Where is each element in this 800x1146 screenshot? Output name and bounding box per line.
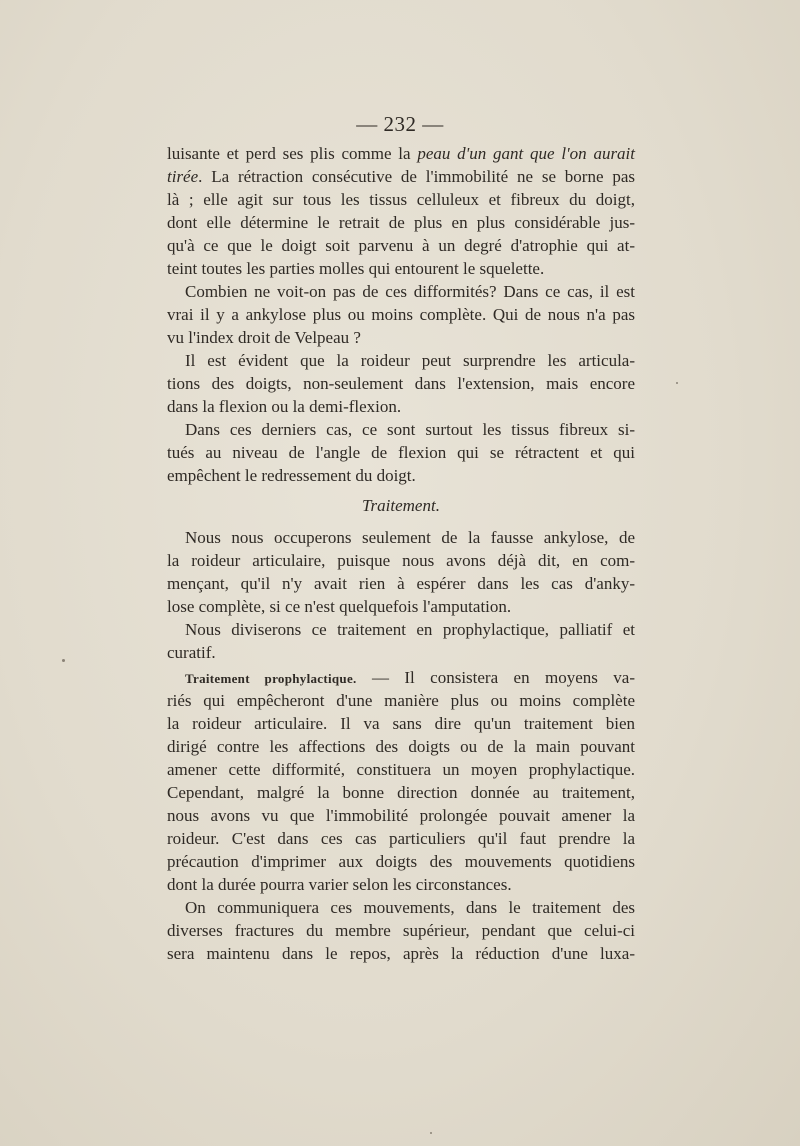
text-line: là ; elle agit sur tous les tissus celluleux et fibreux du doigt,	[167, 190, 635, 209]
text-line: luisante et perd ses plis comme la peau d'un gant que l'on aurait	[167, 144, 636, 163]
paper-speck	[430, 1132, 432, 1134]
text-line: tirée. La rétraction consécutive de l'immobilité ne se borne pas	[167, 167, 635, 186]
text-line: la roideur articulaire, puisque nous avons déjà dit, en com-	[167, 551, 635, 570]
text-line: On communiquera ces mouvements, dans le traitement des	[185, 898, 635, 917]
text-line: tions des doigts, non-seulement dans l'extension, mais encore	[167, 374, 635, 393]
text-line: vrai il y a ankylose plus ou moins complète. Qui de nous n'a pas	[167, 305, 635, 324]
page-number: — 232 —	[356, 112, 444, 136]
text-line: riés qui empêcheront d'une manière plus ou moins complète	[167, 691, 635, 710]
text-line: nous avons vu que l'immobilité prolongée pouvait amener la	[167, 806, 635, 825]
text-line: Nous nous occuperons seulement de la fausse ankylose, de	[185, 528, 635, 547]
text-line: qu'à ce que le doigt soit parvenu à un degré d'atrophie qui at-	[167, 236, 635, 255]
text-line: mençant, qu'il n'y avait rien à espérer dans les cas d'anky-	[167, 574, 635, 593]
text-line: dirigé contre les affections des doigts ou de la main pouvant	[167, 737, 635, 756]
section-heading: Traitement.	[362, 496, 440, 515]
text-line: la roideur articulaire. Il va sans dire qu'un traitement bien	[167, 714, 635, 733]
text-line: précaution d'imprimer aux doigts des mouvements quotidiens	[167, 852, 635, 871]
text-line: lose complète, si ce n'est quelquefois l'amputation.	[167, 597, 512, 616]
paper-speck	[676, 382, 678, 384]
text-line: Il est évident que la roideur peut surprendre les articula-	[185, 351, 635, 370]
text-line: amener cette difformité, constituera un moyen prophylactique.	[167, 760, 635, 779]
subsection-heading: Traitement prophylactique.	[185, 671, 357, 686]
text-line: curatif.	[167, 643, 216, 662]
text-line: diverses fractures du membre supérieur, pendant que celui-ci	[167, 921, 635, 940]
text-line: dont elle détermine le retrait de plus en plus considérable jus-	[167, 213, 635, 232]
text-line: Traitement prophylactique. — Il consistera en moyens va-	[185, 668, 635, 687]
text-line: tués au niveau de l'angle de flexion qui se rétractent et qui	[167, 443, 635, 462]
text-line: roideur. C'est dans ces cas particuliers qu'il faut prendre la	[167, 829, 635, 848]
text-line: vu l'index droit de Velpeau ?	[167, 328, 361, 347]
text-line: Dans ces derniers cas, ce sont surtout les tissus fibreux si-	[185, 420, 635, 439]
text-line: Combien ne voit-on pas de ces difformités? Dans ce cas, il est	[185, 282, 635, 301]
text-line: dans la flexion ou la demi-flexion.	[167, 397, 402, 416]
text-line: dont la durée pourra varier selon les circonstances.	[167, 875, 512, 894]
text-line: Cependant, malgré la bonne direction donnée au traitement,	[167, 783, 635, 802]
text-line: sera maintenu dans le repos, après la réduction d'une luxa-	[167, 944, 635, 963]
text-line: empêchent le redressement du doigt.	[167, 466, 416, 485]
paper-speck	[62, 659, 65, 662]
text-line: teint toutes les parties molles qui entourent le squelette.	[167, 259, 545, 278]
text-line: Nous diviserons ce traitement en prophylactique, palliatif et	[185, 620, 635, 639]
